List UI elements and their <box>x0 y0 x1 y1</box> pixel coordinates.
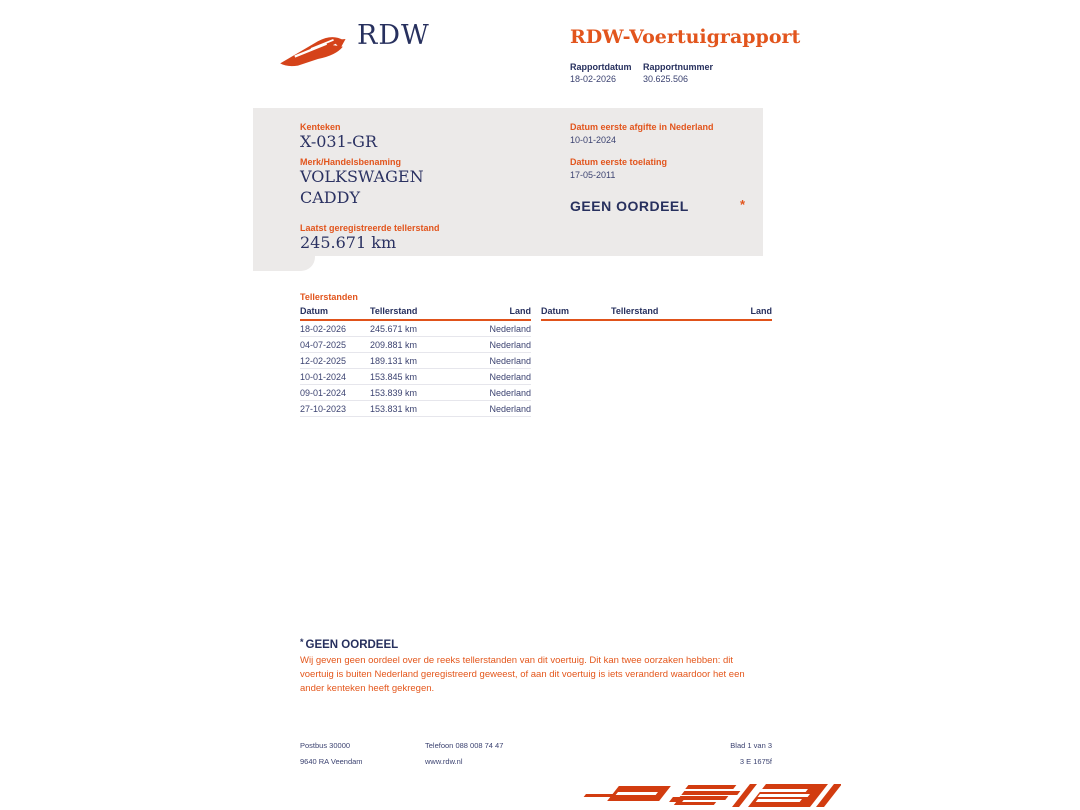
asterisk-icon: * <box>740 197 746 212</box>
footer-page-number: Blad 1 van 3 <box>730 741 772 750</box>
cell-tellerstand: 153.831 km <box>370 403 418 414</box>
footer-contact <box>425 738 503 770</box>
page-title: RDW-Voertuigrapport <box>570 26 801 48</box>
afgifte-value: 10-01-2024 <box>570 135 617 145</box>
cell-land: Nederland <box>489 323 531 334</box>
tellerstanden-table-left <box>300 306 531 417</box>
footer-paging <box>730 738 772 770</box>
cell-datum: 27-10-2023 <box>300 403 347 414</box>
afgifte-label: Datum eerste afgifte in Nederland <box>570 122 714 132</box>
footer-address <box>300 738 363 770</box>
col-header-land: Land <box>509 306 531 316</box>
cell-tellerstand: 245.671 km <box>370 323 418 334</box>
toelating-label: Datum eerste toelating <box>570 157 668 167</box>
tellerstand-value: 245.671 km <box>300 233 397 252</box>
merk-value-line1: VOLKSWAGEN <box>300 167 424 186</box>
rapportnummer-label: Rapportnummer <box>643 62 714 72</box>
table-row <box>300 353 531 369</box>
table-row <box>300 321 531 337</box>
merk-value-line2: CADDY <box>300 188 361 207</box>
cell-land: Nederland <box>489 387 531 398</box>
table-row <box>300 385 531 401</box>
oordeel-badge: GEEN OORDEEL <box>570 198 689 214</box>
cell-datum: 12-02-2025 <box>300 355 347 366</box>
footer-address-line1: Postbus 30000 <box>300 741 351 750</box>
cell-land: Nederland <box>489 339 531 350</box>
col-header-tellerstand: Tellerstand <box>611 306 659 316</box>
cell-land: Nederland <box>489 371 531 382</box>
rdw-wing-icon <box>278 26 350 72</box>
footnote-title: GEEN OORDEEL <box>305 639 399 651</box>
cell-tellerstand: 153.839 km <box>370 387 418 398</box>
footer-website-link[interactable]: www.rdw.nl <box>425 757 463 766</box>
table-row <box>300 401 531 417</box>
footer-form-code: 3 E 1675f <box>739 757 772 766</box>
cell-datum: 10-01-2024 <box>300 371 347 382</box>
footer-address-line2: 9640 RA Veendam <box>300 757 363 766</box>
cell-datum: 04-07-2025 <box>300 339 347 350</box>
asterisk-icon: * <box>300 637 304 647</box>
tellerstanden-table-right <box>541 306 772 321</box>
vehicle-summary-box <box>253 108 763 256</box>
cell-land: Nederland <box>489 355 531 366</box>
cell-land: Nederland <box>489 403 531 414</box>
table-row <box>300 369 531 385</box>
table-row <box>300 337 531 353</box>
rdw-logo-text: RDW <box>357 20 430 51</box>
footnote-heading <box>300 637 398 651</box>
footnote-body: Wij geven geen oordeel over de reeks tellerstanden van dit voertuig. Dit kan twee oorzaken hebben: dit voertuig is buiten Nederland geregistreerd geweest, of aan dit voertuig is iets veranderd waardoor het een ander kenteken heeft gekregen. <box>300 655 745 694</box>
tellerstand-label: Laatst geregistreerde tellerstand <box>300 223 440 233</box>
tellerstanden-section-title: Tellerstanden <box>300 292 358 302</box>
rapportdatum-value: 18-02-2026 <box>570 74 617 84</box>
col-header-datum: Datum <box>300 306 329 316</box>
cell-tellerstand: 189.131 km <box>370 355 418 366</box>
summary-box-tab <box>253 255 315 271</box>
kenteken-value: X-031-GR <box>300 132 377 151</box>
col-header-datum: Datum <box>541 306 570 316</box>
cell-datum: 18-02-2026 <box>300 323 347 334</box>
table-header-row <box>541 306 772 321</box>
cell-tellerstand: 153.845 km <box>370 371 418 382</box>
cell-datum: 09-01-2024 <box>300 387 347 398</box>
footer-phone: Telefoon 088 008 74 47 <box>425 741 504 750</box>
merk-label: Merk/Handelsbenaming <box>300 157 402 167</box>
cell-tellerstand: 209.881 km <box>370 339 418 350</box>
col-header-tellerstand: Tellerstand <box>370 306 418 316</box>
rapportnummer-value: 30.625.506 <box>643 74 689 84</box>
kenteken-label: Kenteken <box>300 122 341 132</box>
col-header-land: Land <box>750 306 772 316</box>
table-header-row <box>300 306 531 321</box>
toelating-value: 17-05-2011 <box>570 170 616 180</box>
speed-stripes-icon <box>583 781 841 810</box>
rapportdatum-label: Rapportdatum <box>570 62 632 72</box>
